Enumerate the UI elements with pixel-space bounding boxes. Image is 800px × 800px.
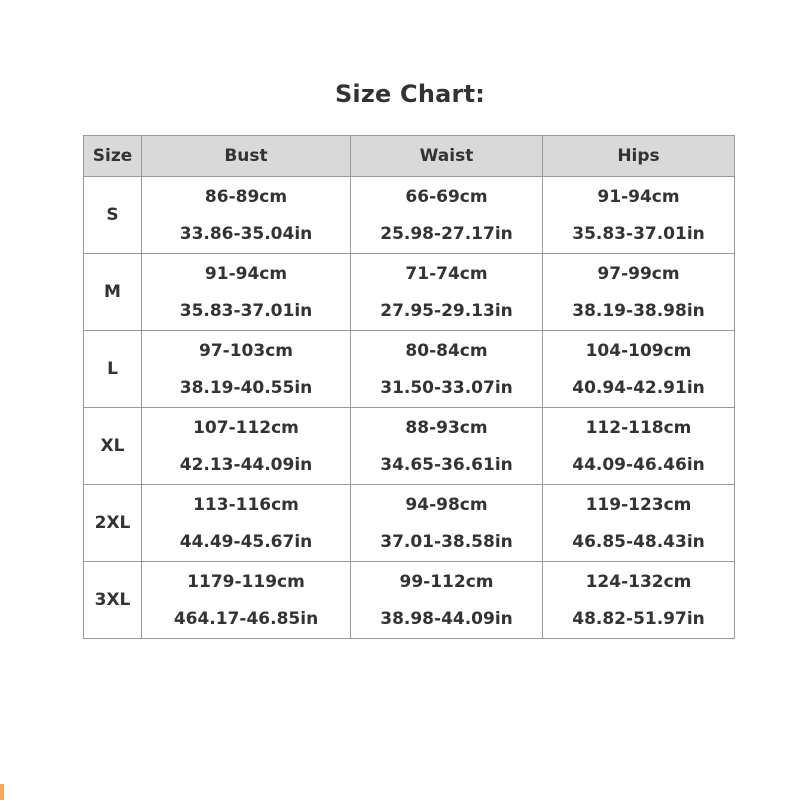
waist-cell bbox=[351, 562, 543, 639]
waist-cm: 88-93cm bbox=[405, 417, 488, 438]
bust-cm: 91-94cm bbox=[204, 263, 288, 284]
waist-cell bbox=[351, 331, 543, 408]
table-row bbox=[84, 177, 735, 254]
size-cell: 3XL bbox=[84, 562, 142, 639]
waist-cm: 71-74cm bbox=[405, 263, 488, 284]
waist-in: 38.98-44.09in bbox=[380, 608, 513, 629]
waist-cell bbox=[351, 177, 543, 254]
corner-accent-mark bbox=[0, 784, 4, 800]
table-row bbox=[84, 408, 735, 485]
bust-cm: 113-116cm bbox=[193, 494, 299, 515]
waist-cell bbox=[351, 254, 543, 331]
bust-cm: 1179-119cm bbox=[187, 571, 305, 592]
bust-cell bbox=[142, 562, 351, 639]
waist-in: 34.65-36.61in bbox=[380, 454, 513, 475]
hips-cell bbox=[543, 485, 735, 562]
header-waist: Waist bbox=[351, 136, 543, 177]
hips-in: 46.85-48.43in bbox=[572, 531, 705, 552]
hips-in: 38.19-38.98in bbox=[572, 300, 705, 321]
hips-cell bbox=[543, 331, 735, 408]
table-row bbox=[84, 485, 735, 562]
header-hips: Hips bbox=[543, 136, 735, 177]
waist-cm: 99-112cm bbox=[399, 571, 494, 592]
bust-in: 33.86-35.04in bbox=[179, 223, 313, 244]
waist-in: 25.98-27.17in bbox=[380, 223, 513, 244]
waist-in: 27.95-29.13in bbox=[380, 300, 513, 321]
size-cell: L bbox=[84, 331, 142, 408]
waist-cm: 66-69cm bbox=[405, 186, 488, 207]
size-cell: S bbox=[84, 177, 142, 254]
waist-cell bbox=[351, 485, 543, 562]
bust-in: 464.17-46.85in bbox=[173, 608, 319, 629]
hips-cell bbox=[543, 254, 735, 331]
hips-cm: 119-123cm bbox=[585, 494, 692, 515]
table-header-row bbox=[84, 136, 735, 177]
bust-cell bbox=[142, 408, 351, 485]
bust-cm: 107-112cm bbox=[193, 417, 299, 438]
bust-in: 42.13-44.09in bbox=[179, 454, 313, 475]
table-row bbox=[84, 562, 735, 639]
header-bust: Bust bbox=[142, 136, 351, 177]
hips-cm: 97-99cm bbox=[597, 263, 680, 284]
hips-cell bbox=[543, 177, 735, 254]
waist-in: 37.01-38.58in bbox=[380, 531, 513, 552]
size-cell: 2XL bbox=[84, 485, 142, 562]
hips-in: 40.94-42.91in bbox=[572, 377, 705, 398]
hips-cell bbox=[543, 562, 735, 639]
hips-cm: 112-118cm bbox=[585, 417, 692, 438]
bust-cm: 97-103cm bbox=[199, 340, 293, 361]
size-chart-table bbox=[83, 135, 735, 639]
table-row bbox=[84, 254, 735, 331]
header-size: Size bbox=[84, 136, 142, 177]
bust-cm: 86-89cm bbox=[204, 186, 288, 207]
waist-in: 31.50-33.07in bbox=[380, 377, 513, 398]
table-row bbox=[84, 331, 735, 408]
size-cell: XL bbox=[84, 408, 142, 485]
waist-cell bbox=[351, 408, 543, 485]
waist-cm: 94-98cm bbox=[405, 494, 488, 515]
hips-in: 48.82-51.97in bbox=[572, 608, 705, 629]
bust-in: 38.19-40.55in bbox=[179, 377, 313, 398]
hips-in: 44.09-46.46in bbox=[572, 454, 705, 475]
bust-in: 35.83-37.01in bbox=[179, 300, 313, 321]
bust-cell bbox=[142, 177, 351, 254]
bust-in: 44.49-45.67in bbox=[179, 531, 313, 552]
bust-cell bbox=[142, 485, 351, 562]
page-title: Size Chart: bbox=[334, 80, 486, 108]
size-cell: M bbox=[84, 254, 142, 331]
hips-cm: 124-132cm bbox=[585, 571, 692, 592]
hips-cm: 91-94cm bbox=[597, 186, 680, 207]
waist-cm: 80-84cm bbox=[405, 340, 488, 361]
hips-cm: 104-109cm bbox=[585, 340, 692, 361]
bust-cell bbox=[142, 254, 351, 331]
hips-in: 35.83-37.01in bbox=[572, 223, 705, 244]
bust-cell bbox=[142, 331, 351, 408]
hips-cell bbox=[543, 408, 735, 485]
